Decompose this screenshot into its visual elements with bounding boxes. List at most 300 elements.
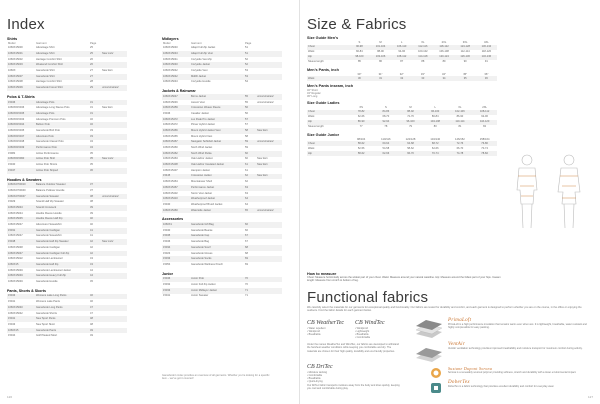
- index-section-title: Midlayers: [162, 37, 179, 41]
- table-cell: 54: [245, 80, 248, 84]
- table-cell: Waist: [307, 76, 349, 81]
- dritec-logo: CB DriTec: [307, 364, 333, 370]
- table-cell: 70: [245, 283, 248, 287]
- table-cell: 80: [433, 125, 437, 129]
- table-cell: 1060X15042: [162, 74, 190, 80]
- sorona-logo-icon: [430, 367, 442, 379]
- table-cell: Lux Peak Pro Jacket: [190, 117, 244, 123]
- list-item: • Comfortable: [307, 373, 323, 377]
- table-cell: 34: [90, 140, 93, 144]
- table-cell: 36: [89, 168, 101, 174]
- table-cell: 31: [370, 76, 391, 81]
- table-cell: 66-70: [398, 151, 423, 156]
- size-table: [307, 41, 497, 65]
- ventair-block: [448, 342, 593, 350]
- table-cell: 102-106: [448, 110, 473, 115]
- table-cell: Gamebook Heavy Full Zip: [35, 273, 89, 279]
- table-cell: 70-74: [423, 151, 448, 156]
- dobertex-block: [448, 380, 593, 388]
- table-cell: 34: [89, 145, 101, 151]
- table-cell: Gamebook Gift Bag: [190, 222, 244, 228]
- table-cell: 1060X15: [7, 328, 35, 334]
- table-cell: 1060X15460: [163, 146, 178, 150]
- list-item: • Windproof: [355, 326, 368, 330]
- table-cell: 80-84: [431, 115, 439, 119]
- size-column-header: 2XL: [441, 41, 447, 44]
- table-row: [7, 85, 127, 91]
- table-cell: Gamebook Wellness Pouch: [191, 262, 223, 266]
- table-cell: 1060X15049: [7, 273, 35, 279]
- table-cell: Gamebook Cardigan: [36, 245, 60, 249]
- size-column-header: 2XL: [482, 106, 488, 110]
- table-cell: Junior Midlayer Jacket: [190, 288, 244, 294]
- table-cell: 1060X615045: [8, 128, 25, 132]
- status-badge: New color: [101, 239, 127, 245]
- table-cell: 114-118: [412, 55, 433, 60]
- index-table: [7, 294, 127, 340]
- table-cell: 58-62: [349, 151, 374, 156]
- size-guide-title: Size Guide Men’s: [307, 36, 339, 40]
- table-cell: Hip: [307, 151, 349, 156]
- how-to-measure-title: How to measure: [307, 272, 337, 276]
- table-cell: 66: [244, 222, 256, 228]
- size-column-header: 158/164: [479, 137, 490, 141]
- table-cell: 15040: [163, 202, 171, 206]
- table-cell: 67: [244, 234, 256, 240]
- size-column-header: M: [379, 41, 382, 44]
- table-cell: Gamebook Forest Shirt: [35, 85, 89, 91]
- weathertec-block: [307, 320, 352, 336]
- table-cell: 29: [89, 85, 101, 91]
- table-cell: 79: [409, 125, 412, 129]
- primaloft-text: PrimaLoft is a high performance insulation that remains warm even when wet. It is lightweight, breathable, water resistant and highly compressible for easy packing.: [448, 323, 587, 330]
- table-cell: 38: [89, 194, 101, 200]
- table-cell: 1060X15463: [163, 157, 178, 161]
- status-badge: New item: [102, 106, 113, 110]
- table-cell: Hip: [307, 55, 349, 60]
- table-cell: 94-96: [398, 50, 406, 54]
- table-cell: Gamebook Half Zip Sweater: [35, 239, 89, 245]
- table-cell: 1060X15033: [7, 62, 35, 68]
- table-cell: 126-130: [455, 55, 476, 60]
- status-badge: [101, 333, 127, 339]
- table-cell: Gamebook Long Pants: [35, 305, 89, 311]
- status-badge: New color: [101, 157, 127, 163]
- table-cell: 1060X15047: [162, 94, 190, 100]
- table-cell: 35: [89, 157, 101, 163]
- table-cell: Chest: [307, 141, 349, 146]
- list-item: • Quick-drying: [307, 380, 323, 384]
- table-cell: Balance Pullover Hoodie: [36, 188, 65, 192]
- table-cell: 1060X: [8, 68, 16, 72]
- table-cell: Navigator Softshell Jacket: [190, 140, 244, 146]
- sorona-block: [448, 366, 593, 374]
- table-cell: 40: [90, 223, 93, 227]
- size-column-header: XS: [359, 106, 363, 110]
- size-guide-title: Size Guide Junior: [307, 132, 340, 137]
- table-cell: 103-106: [370, 55, 391, 60]
- table-cell: 28: [90, 80, 93, 84]
- table-row: [162, 208, 282, 214]
- table-cell: 1060X15465: [163, 134, 178, 138]
- table-cell: 78-82: [349, 110, 374, 115]
- table-cell: Gamebook Gloves: [191, 251, 213, 255]
- size-column-header: XL: [421, 41, 425, 44]
- table-cell: 1060X15: [7, 262, 35, 268]
- table-cell: 25: [90, 46, 93, 50]
- table-cell: 106-108: [439, 50, 449, 54]
- table-cell: 15046: [7, 100, 35, 106]
- table-cell: Gamebook Bird Polo: [36, 128, 60, 132]
- size-column-header: 36": [484, 72, 489, 76]
- table-cell: 1060X15044: [8, 211, 23, 215]
- fabrics-intro: We carefully select the materials for our garments for exceptional quality and functionality. Our fabrics are tested for durability and comfort, and each garment is designed to perform whether you are on the course, in the office or enjoying the outdoors. Find the fabric details for each garment below.: [307, 306, 582, 313]
- table-cell: Active Polo Shorts: [36, 163, 58, 167]
- table-cell: Weatherproof Brush Jacket: [191, 202, 223, 206]
- size-table: [307, 72, 497, 81]
- table-cell: 46: [90, 300, 93, 304]
- table-cell: 15040: [163, 228, 171, 232]
- table-cell: Cozyside Hoodie: [191, 80, 211, 84]
- table-cell: Advantage Shirt: [35, 51, 89, 57]
- table-cell: 1060X615090: [7, 157, 35, 163]
- measure-figures: [505, 152, 593, 232]
- table-cell: 60: [245, 157, 248, 161]
- size-guide-title: Men’s Pants, inch: [307, 67, 339, 72]
- table-cell: 1060X15466: [162, 128, 190, 134]
- table-cell: 15023: [163, 251, 171, 255]
- table-cell: 1060X615049: [7, 145, 35, 151]
- table-row: [307, 125, 497, 130]
- index-title: Index: [7, 16, 45, 33]
- table-cell: 27: [89, 74, 101, 80]
- table-cell: Mountaineer Shell: [191, 180, 212, 184]
- table-cell: 88-92: [398, 110, 423, 115]
- table-cell: 15033: [162, 256, 190, 262]
- table-cell: 74-78: [448, 151, 473, 156]
- list-item: • Lightweight: [355, 329, 370, 333]
- table-cell: 67: [245, 240, 248, 244]
- size-column-header: 110/116: [381, 137, 391, 141]
- table-cell: 68: [245, 251, 248, 255]
- table-cell: 15041: [163, 294, 171, 298]
- status-badge: [256, 80, 282, 86]
- list-item: • Breathable: [355, 333, 369, 337]
- size-column-header: 146/152: [455, 137, 465, 141]
- table-cell: 15046: [162, 277, 190, 283]
- table-cell: Hip: [307, 120, 349, 125]
- table-cell: 15044: [8, 334, 16, 338]
- table-cell: Advantage Polo: [35, 111, 89, 117]
- table-cell: 56: [244, 105, 256, 111]
- table-cell: 1060X15043: [7, 205, 35, 211]
- table-cell: 15032: [163, 283, 171, 287]
- table-cell: 1060X15039: [7, 85, 35, 91]
- table-cell: 72-76: [448, 141, 473, 146]
- table-cell: 15031: [7, 228, 35, 234]
- table-cell: 86-90: [456, 115, 464, 119]
- table-cell: Gamebook Cap: [190, 234, 244, 240]
- ventair-image: [414, 344, 444, 364]
- table-cell: Bellum Polo: [35, 122, 89, 128]
- table-cell: 81: [458, 125, 462, 129]
- table-cell: Borns Jacket: [190, 94, 244, 100]
- table-cell: New Sport Pants: [35, 316, 89, 322]
- table-cell: 48: [89, 316, 101, 322]
- table-row: [162, 294, 282, 300]
- body-outline-icon: [505, 152, 593, 232]
- status-badge: unconstrained: [101, 194, 127, 200]
- page-number-left: 126: [7, 395, 13, 399]
- fabrics-title: Functional fabrics: [307, 289, 429, 306]
- table-cell: 1060X15467: [162, 140, 190, 146]
- table-cell: New Sport Skort: [36, 322, 55, 326]
- table-cell: 108-112: [391, 55, 412, 60]
- table-cell: 15046: [163, 111, 171, 115]
- table-cell: 46: [89, 294, 101, 300]
- table-row: [7, 333, 127, 339]
- size-column-header: S: [358, 41, 361, 44]
- table-cell: 1060X15432: [163, 191, 178, 195]
- table-cell: Gamebook Shirt: [35, 74, 89, 80]
- table-cell: 1060X15467: [162, 185, 190, 191]
- status-badge: [256, 262, 282, 268]
- table-cell: 15033: [162, 288, 190, 294]
- index-section-title: Pants, Shorts & Skorts: [7, 288, 46, 293]
- list-item: • Comfortable: [355, 336, 371, 340]
- table-cell: 43: [89, 262, 101, 268]
- table-cell: Performance Polo: [35, 145, 89, 151]
- primaloft-block: [448, 318, 593, 330]
- table-cell: 1060X615047: [7, 134, 35, 140]
- status-badge: [101, 168, 127, 174]
- index-table: [162, 94, 282, 213]
- table-cell: 69: [244, 256, 256, 262]
- sorona-logo: Sustane Dupont Sorona: [448, 366, 493, 371]
- table-cell: 1060X15472: [163, 123, 178, 127]
- table-cell: 15046: [163, 240, 171, 244]
- table-cell: 1060X15462: [162, 151, 190, 157]
- index-column-header: Model: [8, 41, 16, 45]
- table-cell: 1060X15438: [162, 162, 190, 168]
- table-cell: Midlift Jacket: [190, 74, 244, 80]
- table-cell: 84-86: [374, 110, 399, 115]
- index-column-header: Model: [163, 41, 171, 45]
- table-cell: Active Polo Shirt: [35, 157, 89, 163]
- table-cell: 1060X2760040: [8, 188, 26, 192]
- table-cell: Adapt Full Zip Jacket: [191, 46, 216, 50]
- table-cell: 35: [455, 76, 476, 81]
- status-badge: unconstrained: [256, 140, 282, 146]
- table-cell: 58: [245, 134, 248, 138]
- table-cell: 90: [463, 60, 467, 64]
- table-row: [162, 80, 282, 86]
- table-cell: 1060X615044: [7, 122, 35, 128]
- table-cell: 62-66: [374, 151, 399, 156]
- windtec-list: [355, 327, 400, 340]
- table-cell: 1060X15049: [8, 279, 23, 283]
- table-cell: Active Performance: [36, 151, 59, 155]
- table-cell: 130-134: [476, 45, 497, 50]
- table-cell: 1060X615045: [7, 111, 35, 117]
- table-cell: 1060X15437: [163, 168, 178, 172]
- table-cell: Cozyside Jacket: [190, 62, 244, 68]
- size-guide-note: 34" Regular: [307, 91, 321, 95]
- table-cell: 118-122: [433, 45, 454, 50]
- table-cell: 47: [90, 311, 93, 315]
- table-cell: 1060X1: [162, 222, 190, 228]
- table-row: [7, 168, 127, 174]
- table-cell: 35: [90, 151, 93, 155]
- status-badge: [101, 279, 127, 285]
- table-cell: 15041: [7, 316, 35, 322]
- table-cell: 1060X2760010: [7, 182, 35, 188]
- table-cell: 1060X15042: [163, 68, 178, 72]
- dobertex-text: DoberTex is a fabric technology that provides excellent durability and comfort for everyday wear.: [448, 385, 555, 388]
- index-column-header: Page: [245, 41, 252, 45]
- table-cell: 62-66: [431, 146, 439, 150]
- table-cell: 1060X15472: [162, 117, 190, 123]
- size-column-header: 33": [420, 72, 425, 76]
- table-cell: 61: [244, 162, 256, 168]
- table-cell: 58-62: [407, 146, 414, 150]
- table-cell: 64: [244, 196, 256, 202]
- table-cell: 51: [245, 46, 248, 50]
- table-cell: 1060X15042: [8, 311, 23, 315]
- table-cell: 58: [244, 128, 256, 134]
- sorona-badge: [430, 366, 442, 378]
- table-cell: 15445: [162, 174, 190, 180]
- table-cell: 55: [245, 100, 248, 104]
- table-cell: 15045: [162, 234, 190, 240]
- table-cell: 26: [89, 62, 101, 68]
- table-cell: 62: [244, 174, 256, 180]
- table-cell: 15048: [7, 239, 35, 245]
- table-cell: 76-80: [472, 141, 497, 146]
- table-cell: 71: [245, 294, 248, 298]
- table-cell: Gamebook Shirt: [36, 68, 55, 72]
- table-cell: 118-120: [481, 50, 492, 54]
- table-cell: 88-90: [377, 50, 384, 54]
- index-section-title: Shirts: [7, 37, 18, 41]
- table-cell: 1060X15047: [7, 251, 35, 257]
- index-section-title: Accessories: [162, 217, 184, 222]
- status-badge: [256, 294, 282, 300]
- table-cell: 15034: [162, 245, 190, 251]
- fabric-layers-icon: [414, 318, 444, 340]
- table-cell: Adventurer Sweatshirt: [36, 223, 62, 227]
- table-cell: 59: [244, 140, 256, 146]
- table-cell: Adventure Polo: [35, 134, 89, 140]
- table-cell: Gamebook Pants: [35, 328, 89, 334]
- list-item: • Breathable: [307, 377, 321, 381]
- table-cell: 1060X15410: [162, 196, 190, 202]
- table-cell: Advantage Shirt: [36, 46, 55, 50]
- how-to-measure-text: Chest: Measure horizontally across the widest part of your chest. Waist: Measure around your natural waistline. Hip: Measure around the fullest part of your hips. Inseam length: Measure from crotch to bottom of leg.: [307, 276, 501, 283]
- table-cell: 31: [89, 111, 101, 117]
- table-cell: 71: [244, 288, 256, 294]
- table-cell: Adapt Full Zip Vest: [190, 51, 244, 57]
- table-cell: 41: [89, 228, 101, 234]
- size-column-header: 4XL: [483, 41, 489, 44]
- table-cell: Gamebook Shorts: [36, 311, 57, 315]
- list-item: • Water repellent: [307, 326, 326, 330]
- table-cell: 44: [90, 268, 93, 272]
- table-cell: Gamebook Sweatshirt: [36, 234, 62, 238]
- status-badge: New color: [101, 51, 127, 57]
- table-cell: Waterside Jacket: [190, 208, 244, 214]
- table-cell: Scandi Crewneck: [35, 205, 89, 211]
- table-cell: 1060X15047: [8, 234, 23, 238]
- table-cell: 1060X15459: [162, 105, 190, 111]
- table-cell: 54-58: [382, 146, 390, 150]
- size-column-header: XL: [458, 106, 462, 110]
- status-badge: unconstrained: [256, 208, 282, 214]
- table-cell: 1060X15460: [162, 208, 190, 214]
- status-badge: New item: [256, 162, 282, 168]
- index-section-title: Polos & T-Shirts: [7, 94, 35, 99]
- table-cell: 1060X15048: [8, 245, 23, 249]
- table-cell: 57: [244, 117, 256, 123]
- table-cell: 56: [245, 111, 248, 115]
- status-badge: unconstrained: [257, 100, 274, 104]
- table-cell: 27: [90, 68, 93, 72]
- table-cell: 70-74: [481, 146, 488, 150]
- index-column-header: Page: [90, 41, 97, 45]
- table-cell: Chest: [307, 45, 349, 50]
- table-cell: Advantage Polo: [35, 100, 89, 106]
- table-cell: 26: [90, 57, 93, 61]
- dritec-list: [307, 371, 400, 384]
- size-column-header: 34": [442, 72, 446, 76]
- table-cell: 37: [90, 188, 93, 192]
- table-cell: 33: [89, 134, 101, 140]
- size-table: [307, 137, 497, 156]
- size-column-header: 31": [378, 72, 383, 76]
- table-cell: 41: [90, 234, 93, 238]
- table-cell: Gamebook Half Zip: [35, 262, 89, 268]
- index-column-header: Garment: [36, 41, 47, 45]
- size-column-header: 98/104: [357, 137, 366, 141]
- table-cell: 32: [90, 117, 93, 121]
- table-cell: 1060X15043: [162, 51, 190, 57]
- table-cell: Waist: [308, 115, 315, 119]
- primaloft-logo: PrimaLoft: [448, 318, 472, 323]
- table-cell: 66-70: [456, 146, 464, 150]
- table-cell: 15040: [8, 163, 16, 167]
- index-section-title: Jackets & Rainwear: [162, 89, 196, 94]
- table-cell: 100-102: [418, 50, 428, 54]
- table-cell: 92-94: [374, 120, 399, 125]
- table-cell: 1060X15030: [8, 46, 23, 50]
- table-cell: Gamebook Lambswool: [36, 257, 63, 261]
- table-cell: Womens Lake Pants: [36, 300, 60, 304]
- table-cell: North Wind Parka: [190, 151, 244, 157]
- size-guide-note: 32" Short: [307, 88, 318, 92]
- table-cell: Gamebook Bag: [191, 240, 210, 244]
- table-cell: 70: [244, 277, 256, 283]
- table-cell: Waist: [308, 50, 315, 54]
- table-cell: Junior Full Zip Jacket: [191, 283, 216, 287]
- index-column-1: [7, 37, 127, 339]
- table-row: [307, 76, 497, 81]
- table-cell: 86: [379, 60, 382, 64]
- table-cell: 98-100: [349, 55, 370, 60]
- size-guide-title: Men’s Pants inseam, inch: [307, 84, 354, 88]
- table-cell: 88: [421, 60, 425, 64]
- page-number-right: 127: [587, 395, 593, 399]
- table-cell: 96-98: [349, 45, 370, 50]
